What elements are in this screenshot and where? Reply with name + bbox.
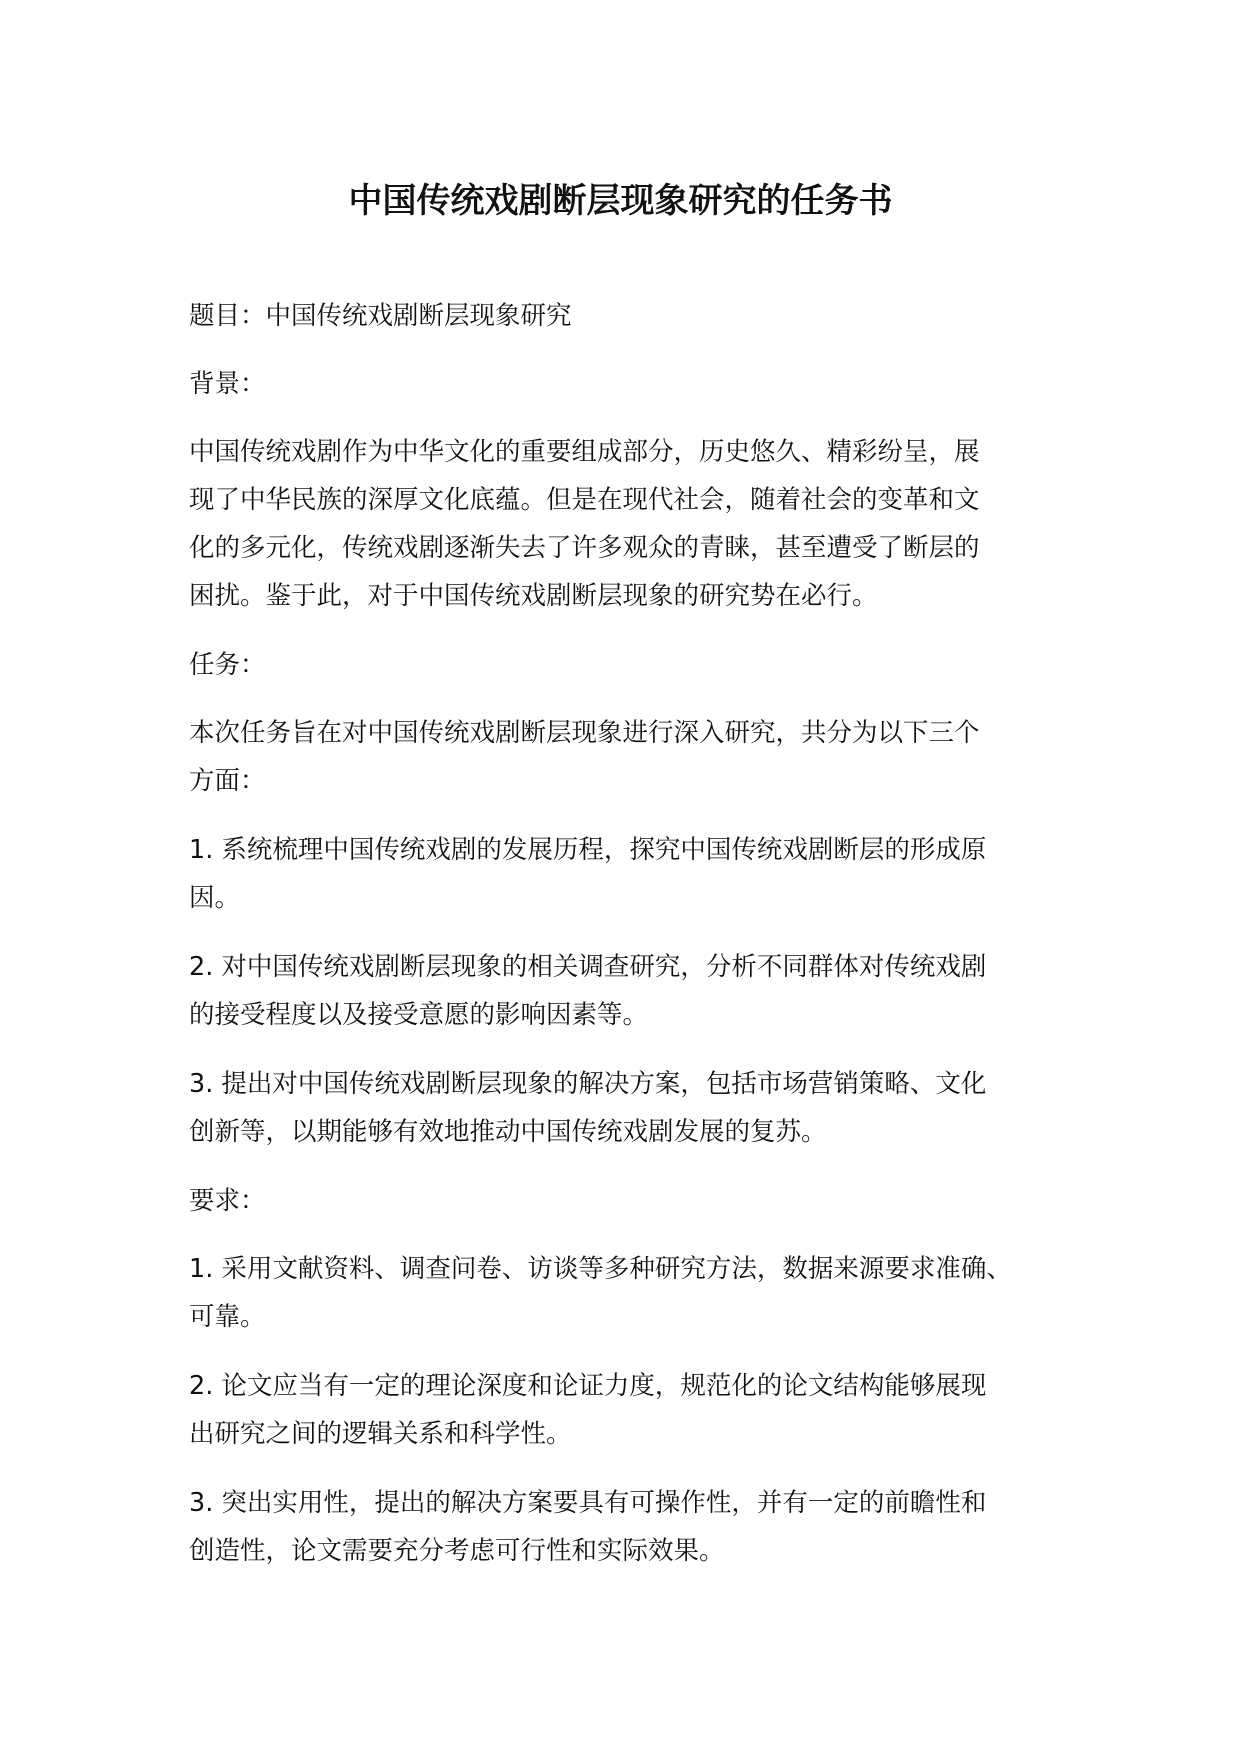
task-item-line: 2. 对中国传统戏剧断层现象的相关调查研究，分析不同群体对传统戏剧 [189, 952, 987, 982]
topic-line: 题目：中国传统戏剧断层现象研究 [189, 301, 572, 331]
background-line: 困扰。鉴于此，对于中国传统戏剧断层现象的研究势在必行。 [189, 581, 878, 611]
task-item-2 [189, 943, 1059, 1039]
requirement-item-line: 3. 突出实用性，提出的解决方案要具有可操作性，并有一定的前瞻性和 [189, 1488, 987, 1518]
task-intro-line: 本次任务旨在对中国传统戏剧断层现象进行深入研究，共分为以下三个 [189, 718, 980, 748]
requirement-item-line: 创造性，论文需要充分考虑可行性和实际效果。 [189, 1536, 725, 1566]
task-item-3 [189, 1060, 1059, 1156]
task-item-1 [189, 826, 1059, 922]
task-item-line: 因。 [189, 883, 241, 913]
background-line: 化的多元化，传统戏剧逐渐失去了许多观众的青睐，甚至遭受了断层的 [189, 533, 980, 563]
background-line: 现了中华民族的深厚文化底蕴。但是在现代社会，随着社会的变革和文 [189, 485, 980, 515]
requirement-item-line: 2. 论文应当有一定的理论深度和论证力度，规范化的论文结构能够展现 [189, 1371, 987, 1401]
document-body [189, 292, 1059, 1596]
requirement-item-2 [189, 1362, 1059, 1458]
task-intro-paragraph [189, 709, 1059, 805]
requirement-item-line: 1. 采用文献资料、调查问卷、访谈等多种研究方法，数据来源要求准确、 [189, 1254, 1012, 1284]
task-item-line: 3. 提出对中国传统戏剧断层现象的解决方案，包括市场营销策略、文化 [189, 1069, 987, 1099]
requirements-heading: 要求： [189, 1186, 266, 1216]
task-item-line: 的接受程度以及接受意愿的影响因素等。 [189, 1000, 649, 1030]
task-intro-line: 方面： [189, 766, 266, 796]
task-item-line: 创新等，以期能够有效地推动中国传统戏剧发展的复苏。 [189, 1117, 827, 1147]
task-heading: 任务： [189, 650, 266, 680]
background-paragraph [189, 428, 1059, 620]
requirement-item-3 [189, 1479, 1059, 1575]
document-title: 中国传统戏剧断层现象研究的任务书 [348, 181, 893, 221]
background-heading: 背景： [189, 369, 266, 399]
background-line: 中国传统戏剧作为中华文化的重要组成部分，历史悠久、精彩纷呈，展 [189, 437, 980, 467]
requirement-item-1 [189, 1245, 1059, 1341]
requirement-item-line: 可靠。 [189, 1302, 266, 1332]
requirement-item-line: 出研究之间的逻辑关系和科学性。 [189, 1419, 572, 1449]
task-item-line: 1. 系统梳理中国传统戏剧的发展历程，探究中国传统戏剧断层的形成原 [189, 835, 987, 865]
